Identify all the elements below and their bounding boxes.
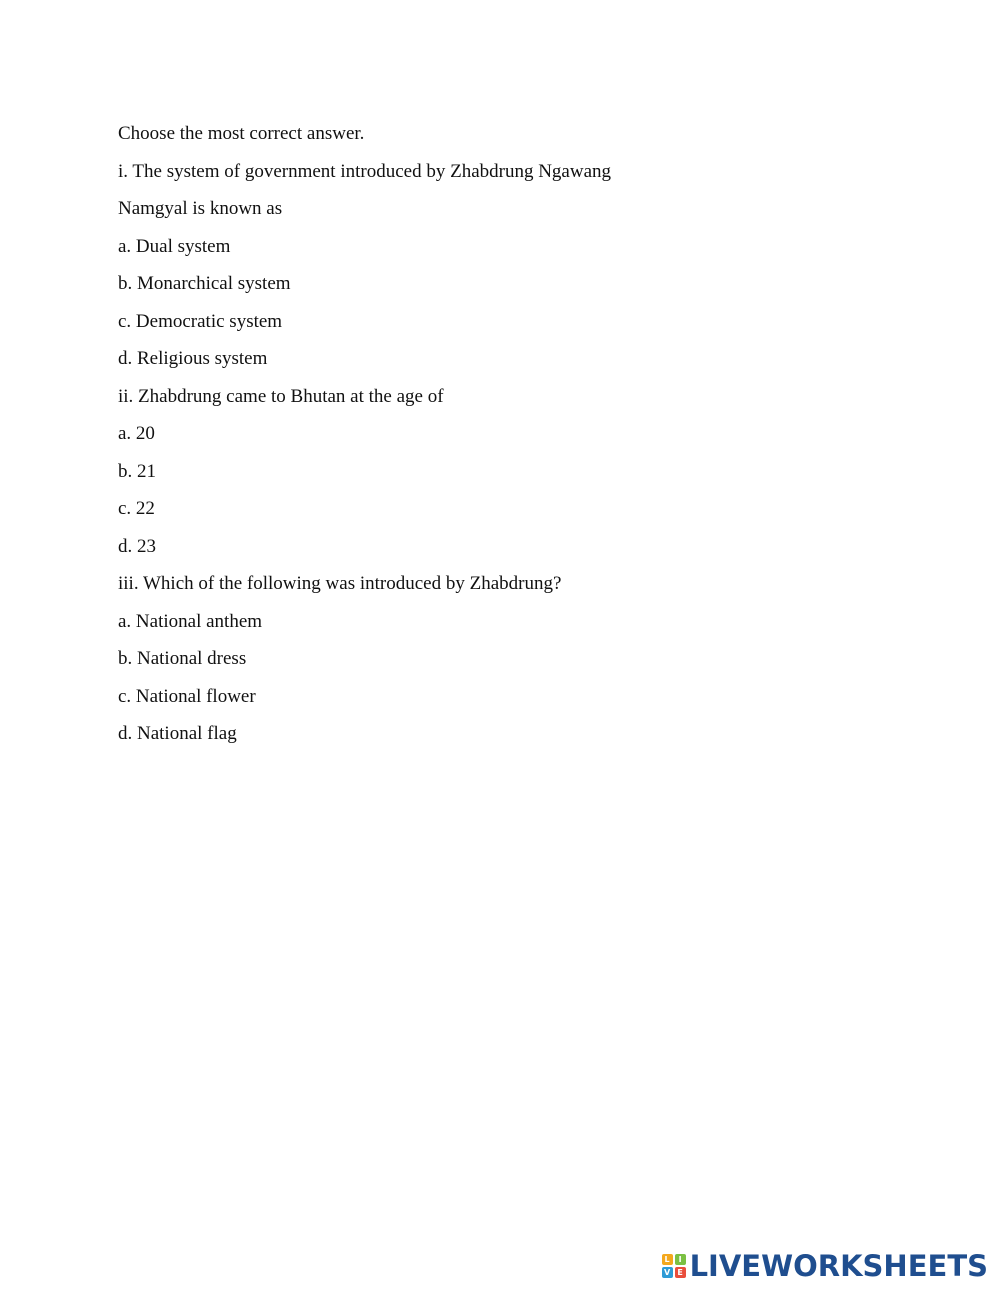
question-3-option-d: d. National flag bbox=[118, 723, 237, 744]
question-1 bbox=[118, 153, 918, 378]
question-2-option-d: d. 23 bbox=[118, 535, 156, 557]
logo-mark-v: V bbox=[662, 1267, 673, 1278]
question-1-option-a: a. Dual system bbox=[118, 235, 231, 257]
liveworksheets-logo-icon bbox=[662, 1254, 686, 1278]
question-1-option-c: c. Democratic system bbox=[118, 310, 283, 332]
question-2-option-c: c. 22 bbox=[118, 498, 155, 519]
question-1-option-b: b. Monarchical system bbox=[118, 273, 291, 294]
liveworksheets-logo bbox=[662, 1248, 988, 1284]
question-2 bbox=[118, 378, 918, 566]
question-3-option-a: a. National anthem bbox=[118, 610, 263, 632]
question-1-option-d: d. Religious system bbox=[118, 348, 268, 369]
worksheet-content bbox=[118, 115, 918, 753]
question-2-option-b: b. 21 bbox=[118, 460, 156, 482]
question-3-option-c: c. National flower bbox=[118, 685, 256, 707]
question-2-option-a: a. 20 bbox=[118, 423, 155, 444]
logo-mark-i: I bbox=[675, 1254, 686, 1265]
question-2-stem: ii. Zhabdrung came to Bhutan at the age of bbox=[118, 385, 444, 407]
instruction-text: Choose the most correct answer. bbox=[118, 123, 365, 144]
question-3-option-b: b. National dress bbox=[118, 648, 247, 669]
question-1-stem-line-2: Namgyal is known as bbox=[118, 198, 283, 219]
question-3-stem: iii. Which of the following was introduced by Zhabdrung? bbox=[118, 573, 562, 594]
question-1-stem-line-1: i. The system of government introduced by Zhabdrung Ngawang bbox=[118, 160, 612, 182]
liveworksheets-logo-text: LIVEWORKSHEETS bbox=[689, 1249, 988, 1283]
logo-mark-l: L bbox=[662, 1254, 673, 1265]
logo-mark-e: E bbox=[675, 1267, 686, 1278]
question-3 bbox=[118, 565, 918, 753]
